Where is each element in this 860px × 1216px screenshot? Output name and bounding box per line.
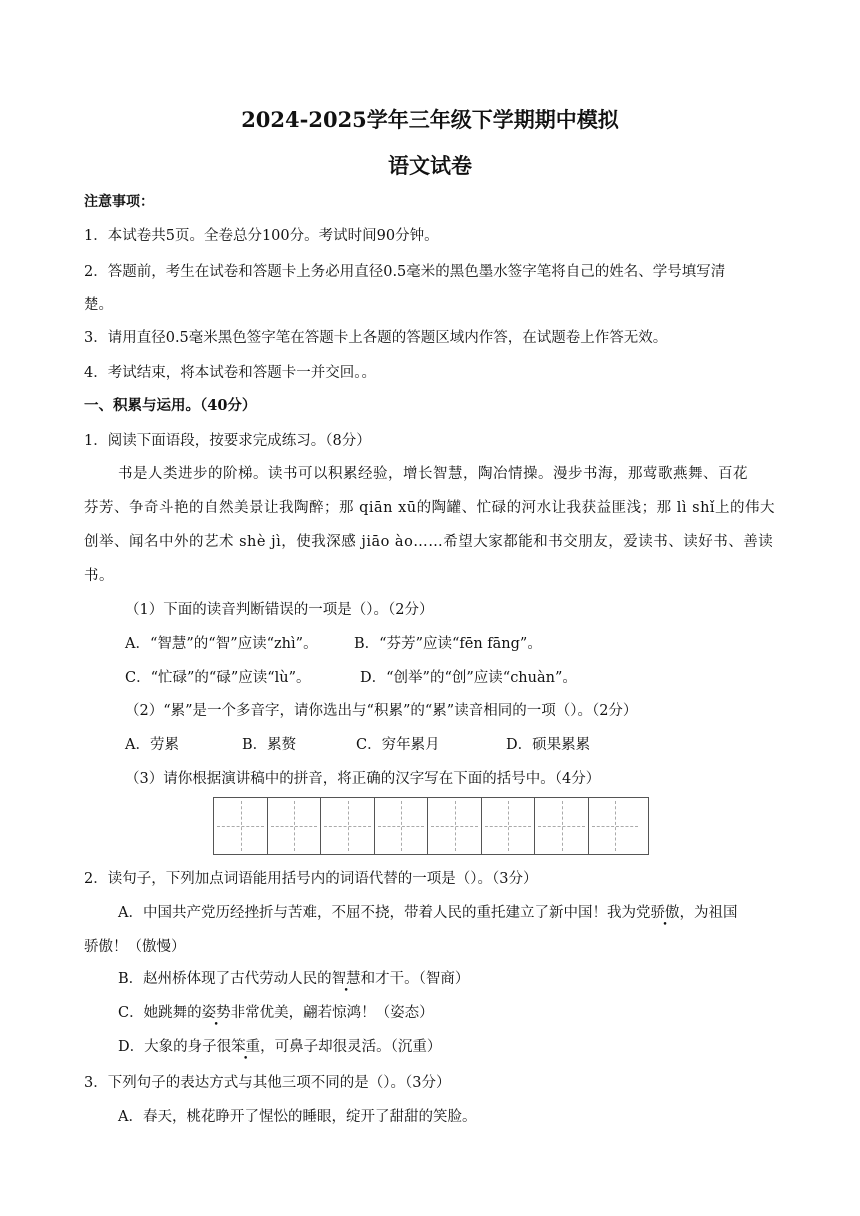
sub-question-3: （3）请你根据演讲稿中的拼音，将正确的汉字写在下面的括号中。（4分） xyxy=(125,771,601,787)
passage-line: 书是人类进步的阶梯。读书可以积累经验，增长智慧，陶冶情操。漫步书海，那莺歌燕舞、百花 xyxy=(118,466,748,482)
answer-box[interactable] xyxy=(535,798,641,854)
dotted-word: 姿势 xyxy=(201,1005,231,1021)
section-heading: 一、积累与运用。（40分） xyxy=(84,397,257,414)
option-b: B．“芬芳”应读“fēn fāng”。 xyxy=(354,636,542,652)
passage-line: 芬芳、争奇斗艳的自然美景让我陶醉；那 qiān xū的陶罐、忙碌的河水让我获益匪浅；那 lì shǐ上的伟大 xyxy=(84,500,776,516)
dotted-word: 智慧 xyxy=(331,971,361,987)
note-item: 楚。 xyxy=(84,297,113,313)
question-3-stem: 3．下列句子的表达方式与其他三项不同的是（）。（3分） xyxy=(84,1075,451,1091)
note-item: 1．本试卷共5页。全卷总分100分。考试时间90分钟。 xyxy=(84,228,439,244)
option-c: C．“忙碌”的“碌”应读“lù”。 xyxy=(125,670,311,686)
note-item: 4．考试结束，将本试卷和答题卡一并交回。。 xyxy=(84,365,376,381)
note-item: 3．请用直径0.5毫米黑色签字笔在答题卡上各题的答题区域内作答，在试题卷上作答无效。 xyxy=(84,330,668,346)
writing-grid[interactable] xyxy=(213,797,649,855)
option-a-cont: 骄傲！（傲慢） xyxy=(84,939,186,955)
answer-box[interactable] xyxy=(321,798,428,854)
notes-heading: 注意事项： xyxy=(84,194,154,210)
option-d: D．硕果累累 xyxy=(506,737,591,753)
answer-box[interactable] xyxy=(428,798,535,854)
option-a: A．中国共产党历经挫折与苦难，不屈不挠，带着人民的重托建立了新中国！我为党骄傲，为祖国 xyxy=(118,905,738,921)
question-2-stem: 2．读句子，下列加点词语能用括号内的词语代替的一项是（）。（3分） xyxy=(84,871,538,887)
option-a: A．“智慧”的“智”应读“zhì”。 xyxy=(125,636,318,652)
sub-question-2: （2）“累”是一个多音字，请你选出与“积累”的“累”读音相同的一项（）。（2分） xyxy=(125,703,638,719)
dotted-word: 笨重 xyxy=(231,1039,261,1055)
option-c: C．穷年累月 xyxy=(356,737,440,753)
passage-line: 书。 xyxy=(84,568,114,584)
option-c: C．她跳舞的姿势非常优美，翩若惊鸿！（姿态） xyxy=(118,1005,434,1021)
option-d: D．大象的身子很笨重，可鼻子却很灵活。（沉重） xyxy=(118,1039,442,1055)
note-item: 2．答题前，考生在试卷和答题卡上务必用直径0.5毫米的黑色墨水签字笔将自己的姓名、学号填写清 xyxy=(84,264,726,280)
answer-box[interactable] xyxy=(214,798,321,854)
sub-question-1: （1）下面的读音判断错误的一项是（）。（2分） xyxy=(125,602,434,618)
question-1-stem: 1．阅读下面语段，按要求完成练习。（8分） xyxy=(84,433,371,449)
option-b: B．累赘 xyxy=(242,737,297,753)
passage-line: 创举、闻名中外的艺术 shè jì，使我深感 jiāo ào……希望大家都能和书交朋友，爱读书、读好书、善读 xyxy=(84,534,774,550)
dotted-word: 骄傲 xyxy=(650,905,680,921)
option-d: D．“创举”的“创”应读“chuàn”。 xyxy=(360,670,577,686)
option-a: A．劳累 xyxy=(125,737,179,753)
option-b: B．赵州桥体现了古代劳动人民的智慧和才干。（智商） xyxy=(118,971,470,987)
exam-title: 2024-2025学年三年级下学期期中模拟 xyxy=(241,107,619,132)
exam-subtitle: 语文试卷 xyxy=(388,153,472,178)
option-a: A．春天，桃花睁开了惺忪的睡眼，绽开了甜甜的笑脸。 xyxy=(118,1109,477,1125)
